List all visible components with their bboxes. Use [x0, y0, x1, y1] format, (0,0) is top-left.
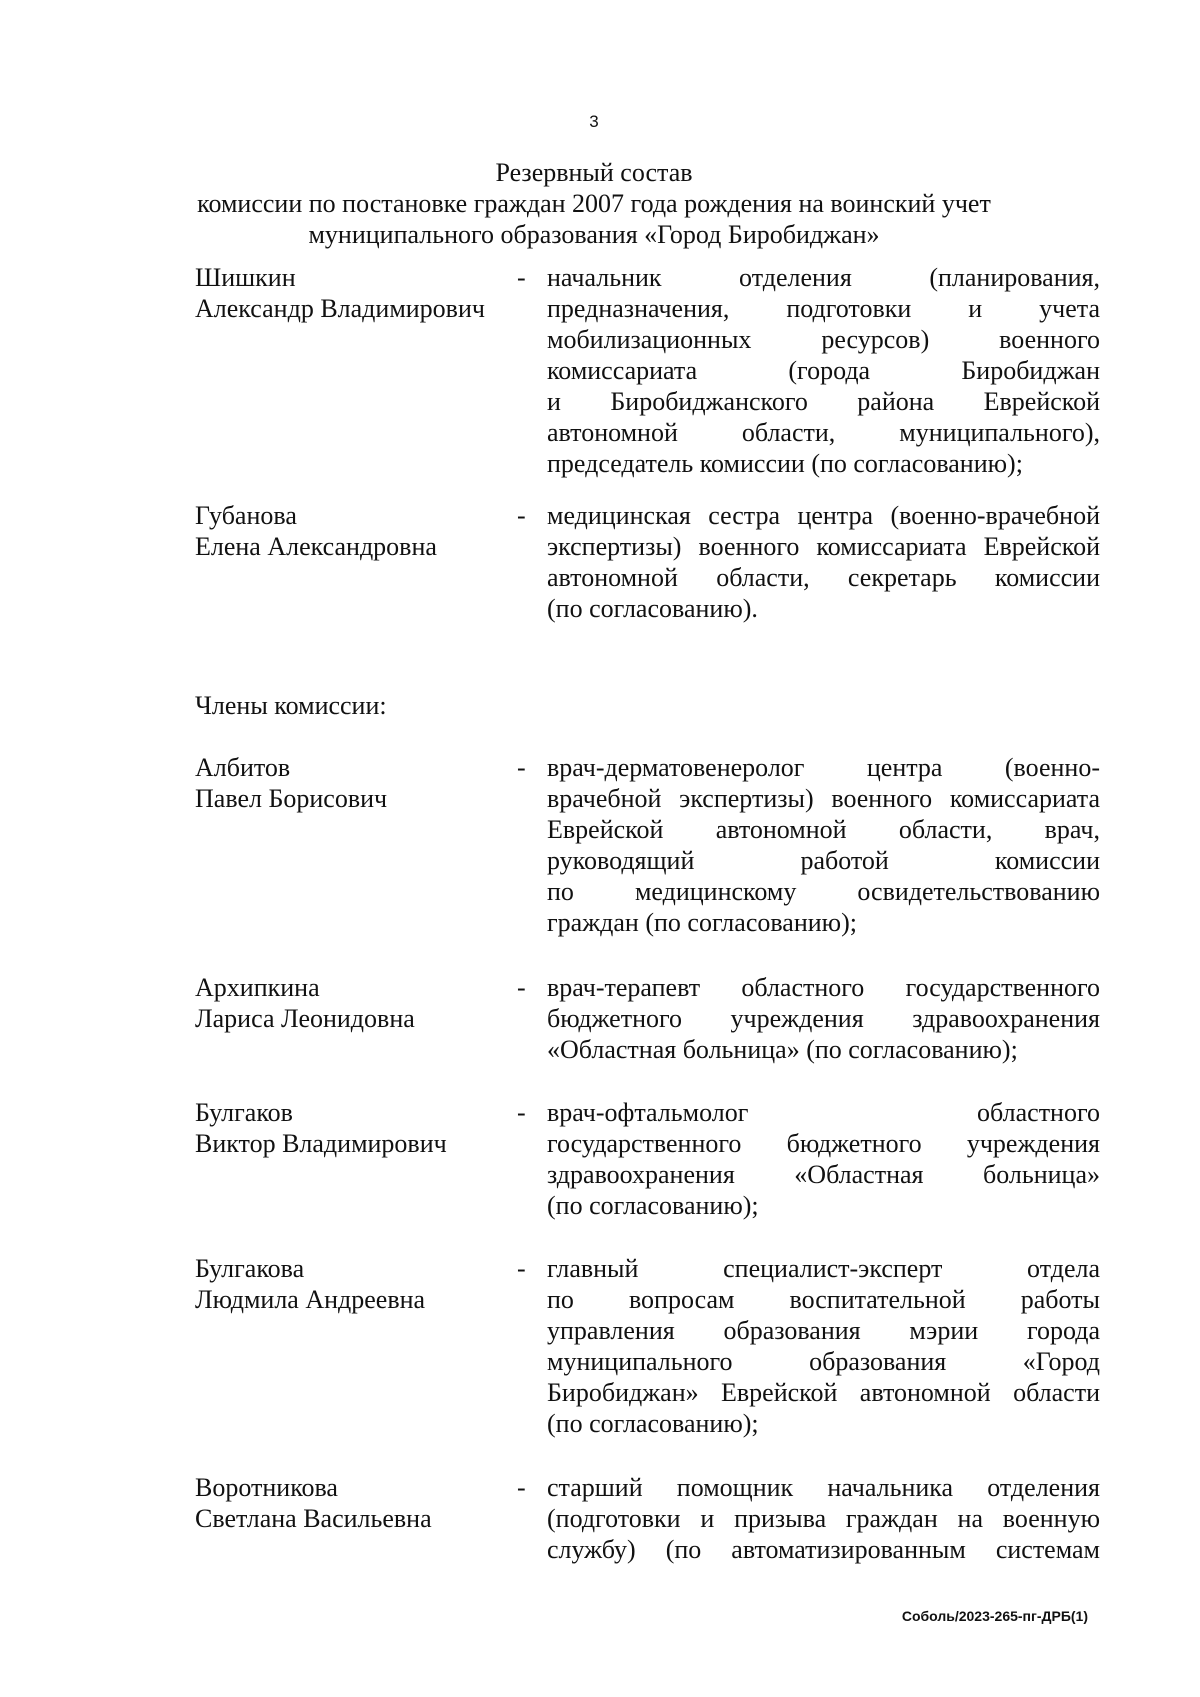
position-line: старший помощник начальника отделения [547, 1473, 1100, 1502]
person-surname: Шишкин [195, 263, 296, 292]
person-surname: Губанова [195, 501, 297, 530]
position-line: и Биробиджанского района Еврейской [547, 387, 1100, 416]
entry-dash: - [517, 501, 526, 530]
person-given-names: Лариса Леонидовна [195, 1004, 415, 1033]
entry-dash: - [517, 263, 526, 292]
position-line: автономной области, муниципального), [547, 418, 1100, 447]
position-line: председатель комиссии (по согласованию); [547, 449, 1023, 478]
entry-dash: - [517, 973, 526, 1002]
person-position [547, 752, 1100, 938]
entry-dash: - [517, 1473, 526, 1502]
person-name [195, 752, 505, 814]
person-name [195, 500, 505, 562]
position-line: главный специалист-эксперт отдела [547, 1254, 1100, 1283]
position-line: (по согласованию); [547, 1191, 759, 1220]
position-line: начальник отделения (планирования, [547, 263, 1100, 292]
person-name [195, 1472, 505, 1534]
position-line: комиссариата (города Биробиджан [547, 356, 1100, 385]
position-line: (по согласованию). [547, 594, 758, 623]
title-line-2: комиссии по постановке граждан 2007 года рождения на воинский учет [197, 189, 991, 218]
person-position [547, 1097, 1100, 1221]
person-position [547, 262, 1100, 479]
position-line: службу) (по автоматизированным системам [547, 1535, 1100, 1564]
person-given-names: Людмила Андреевна [195, 1285, 426, 1314]
document-title [0, 157, 1188, 250]
position-line: экспертизы) военного комиссариата Еврейской [547, 532, 1100, 561]
person-position [547, 972, 1100, 1065]
position-line: медицинская сестра центра (военно-врачебной [547, 501, 1100, 530]
position-line: предназначения, подготовки и учета [547, 294, 1100, 323]
position-line: бюджетного учреждения здравоохранения [547, 1004, 1100, 1033]
title-line-3: муниципального образования «Город Биробиджан» [308, 220, 880, 249]
position-line: «Областная больница» (по согласованию); [547, 1035, 1018, 1064]
person-name [195, 262, 505, 324]
person-given-names: Елена Александровна [195, 532, 437, 561]
position-line: граждан (по согласованию); [547, 908, 857, 937]
person-surname: Воротникова [195, 1473, 338, 1502]
members-heading: Члены комиссии: [195, 691, 387, 720]
entry-dash: - [517, 753, 526, 782]
person-name [195, 972, 505, 1034]
title-line-1: Резервный состав [495, 158, 693, 187]
position-line: по медицинскому освидетельствованию [547, 877, 1100, 906]
page-number: 3 [589, 112, 599, 131]
position-line: (подготовки и призыва граждан на военную [547, 1504, 1100, 1533]
position-line: врач-офтальмолог областного [547, 1098, 1100, 1127]
person-given-names: Павел Борисович [195, 784, 388, 813]
position-line: руководящий работой комиссии [547, 846, 1100, 875]
position-line: муниципального образования «Город [547, 1347, 1100, 1376]
person-given-names: Светлана Васильевна [195, 1504, 432, 1533]
person-given-names: Виктор Владимирович [195, 1129, 447, 1158]
person-position [547, 500, 1100, 624]
person-surname: Албитов [195, 753, 291, 782]
position-line: врач-терапевт областного государственного [547, 973, 1100, 1002]
person-surname: Булгаков [195, 1098, 293, 1127]
position-line: автономной области, секретарь комиссии [547, 563, 1100, 592]
person-position [547, 1253, 1100, 1439]
person-position [547, 1472, 1100, 1565]
person-surname: Булгакова [195, 1254, 305, 1283]
person-name [195, 1097, 505, 1159]
position-line: по вопросам воспитательной работы [547, 1285, 1100, 1314]
person-name [195, 1253, 505, 1315]
position-line: государственного бюджетного учреждения [547, 1129, 1100, 1158]
person-given-names: Александр Владимирович [195, 294, 485, 323]
person-surname: Архипкина [195, 973, 320, 1002]
position-line: управления образования мэрии города [547, 1316, 1100, 1345]
position-line: здравоохранения «Областная больница» [547, 1160, 1100, 1189]
position-line: мобилизационных ресурсов) военного [547, 325, 1100, 354]
position-line: Еврейской автономной области, врач, [547, 815, 1100, 844]
position-line: врач-дерматовенеролог центра (военно- [547, 753, 1100, 782]
position-line: (по согласованию); [547, 1409, 759, 1438]
document-registration-code: Соболь/2023-265-пг-ДРБ(1) [901, 1608, 1088, 1624]
entry-dash: - [517, 1098, 526, 1127]
entry-dash: - [517, 1254, 526, 1283]
position-line: Биробиджан» Еврейской автономной области [547, 1378, 1100, 1407]
position-line: врачебной экспертизы) военного комиссариата [547, 784, 1100, 813]
